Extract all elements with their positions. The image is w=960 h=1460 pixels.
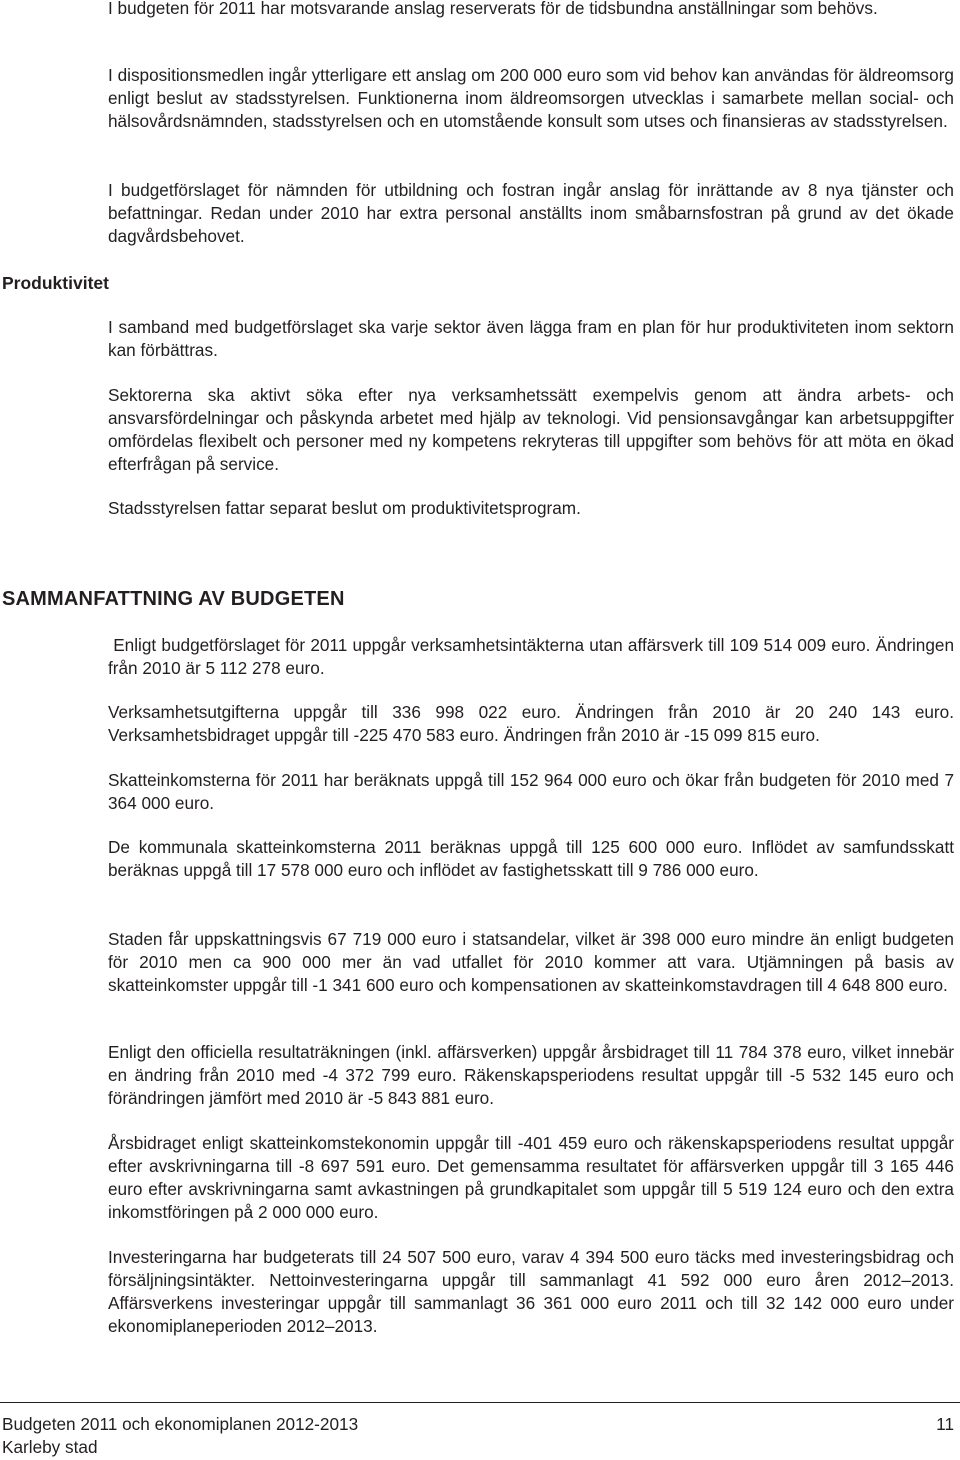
body-paragraph: Årsbidraget enligt skatteinkomstekonomin uppgår till -401 459 euro och räkenskapsperiodens resultat uppgår efter avskrivningarna till -8 697 591 euro. Det gemensamma resultatet för affärsverken uppgår till 3 165 446 euro efter avskrivningarna samt avkastningen på grundkapitalet som uppgår till 5 519 124 euro och den extra inkomstföringen på 2 000 000 euro.: [108, 1133, 954, 1222]
side-label-productivity: Produktivitet: [2, 273, 109, 293]
body-paragraph: Stadsstyrelsen fattar separat beslut om produktivitetsprogram.: [108, 498, 581, 518]
page-number: 11: [936, 1414, 954, 1434]
body-paragraph: Investeringarna har budgeterats till 24 507 500 euro, varav 4 394 500 euro täcks med investeringsbidrag och försäljningsintäkter. Nettoinvesteringarna uppgår till sammanlagt 41 592 000 euro åren 2012–2013. Affärsverkens investeringar uppgår till sammanlagt 36 361 000 euro 2011 och till 32 142 000 euro under ekonomiplaneperioden 2012–2013.: [108, 1247, 954, 1336]
body-paragraph: Skatteinkomsterna för 2011 har beräknats uppgå till 152 964 000 euro och ökar från budgeten för 2010 med 7 364 000 euro.: [108, 770, 954, 813]
body-paragraph: Staden får uppskattningsvis 67 719 000 euro i statsandelar, vilket är 398 000 euro mindre än enligt budgeten för 2010 men ca 900 000 mer än vad utfallet för 2010 kommer att vara. Utjämningen på basis av skatteinkomster uppgår till -1 341 600 euro och kompensationen av skatteinkomstavdragen till 4 648 800 euro.: [108, 929, 954, 995]
footer-organization: Karleby stad: [2, 1437, 98, 1457]
body-paragraph: I budgeten för 2011 har motsvarande anslag reserverats för de tidsbundna anställningar som behövs.: [108, 0, 878, 18]
body-paragraph: I dispositionsmedlen ingår ytterligare ett anslag om 200 000 euro som vid behov kan användas för äldreomsorg enligt beslut av stadsstyrelsen. Funktionerna inom äldreomsorgen utvecklas i samarbete mellan social- och hälsovårdsnämnden, stadsstyrelsen och en utomstående konsult som utses och finansieras av stadsstyrelsen.: [108, 65, 954, 131]
body-paragraph: Sektorerna ska aktivt söka efter nya verksamhetssätt exempelvis genom att ändra arbets- och ansvarsfördelningar och påskynda arbetet med hjälp av teknologi. Vid pensionsavgångar kan arbetsuppgifter omfördelas flexibelt och personer med ny kompetens rekryteras till uppgifter som behövs för att möta en ökad efterfrågan på service.: [108, 385, 954, 474]
body-paragraph: Verksamhetsutgifterna uppgår till 336 998 022 euro. Ändringen från 2010 är 20 240 143 euro. Verksamhetsbidraget uppgår till -225 470 583 euro. Ändringen från 2010 är -15 099 815 euro.: [108, 702, 954, 745]
body-paragraph: Enligt den officiella resultaträkningen (inkl. affärsverken) uppgår årsbidraget till 11 784 378 euro, vilket innebär en ändring från 2010 med -4 372 799 euro. Räkenskapsperiodens resultat uppgår till -5 532 145 euro och förändringen jämfört med 2010 är -5 843 881 euro.: [108, 1042, 954, 1108]
section-heading: SAMMANFATTNING AV BUDGETEN: [2, 588, 345, 610]
footer-divider: [0, 1402, 960, 1403]
body-paragraph: Enligt budgetförslaget för 2011 uppgår verksamhetsintäkterna utan affärsverk till 109 514 009 euro. Ändringen från 2010 är 5 112 278 euro.: [108, 635, 959, 678]
body-paragraph: I budgetförslaget för nämnden för utbildning och fostran ingår anslag för inrättande av 8 nya tjänster och befattningar. Redan under 2010 har extra personal anställts inom småbarnsfostran på grund av det ökade dagvårdsbehovet.: [108, 180, 954, 246]
footer-title: Budgeten 2011 och ekonomiplanen 2012-2013: [2, 1414, 359, 1434]
body-paragraph: I samband med budgetförslaget ska varje sektor även lägga fram en plan för hur produktiviteten inom sektorn kan förbättras.: [108, 317, 954, 360]
body-paragraph: De kommunala skatteinkomsterna 2011 beräknas uppgå till 125 600 000 euro. Inflödet av samfundsskatt beräknas uppgå till 17 578 000 euro och inflödet av fastighetsskatt till 9 786 000 euro.: [108, 837, 954, 880]
